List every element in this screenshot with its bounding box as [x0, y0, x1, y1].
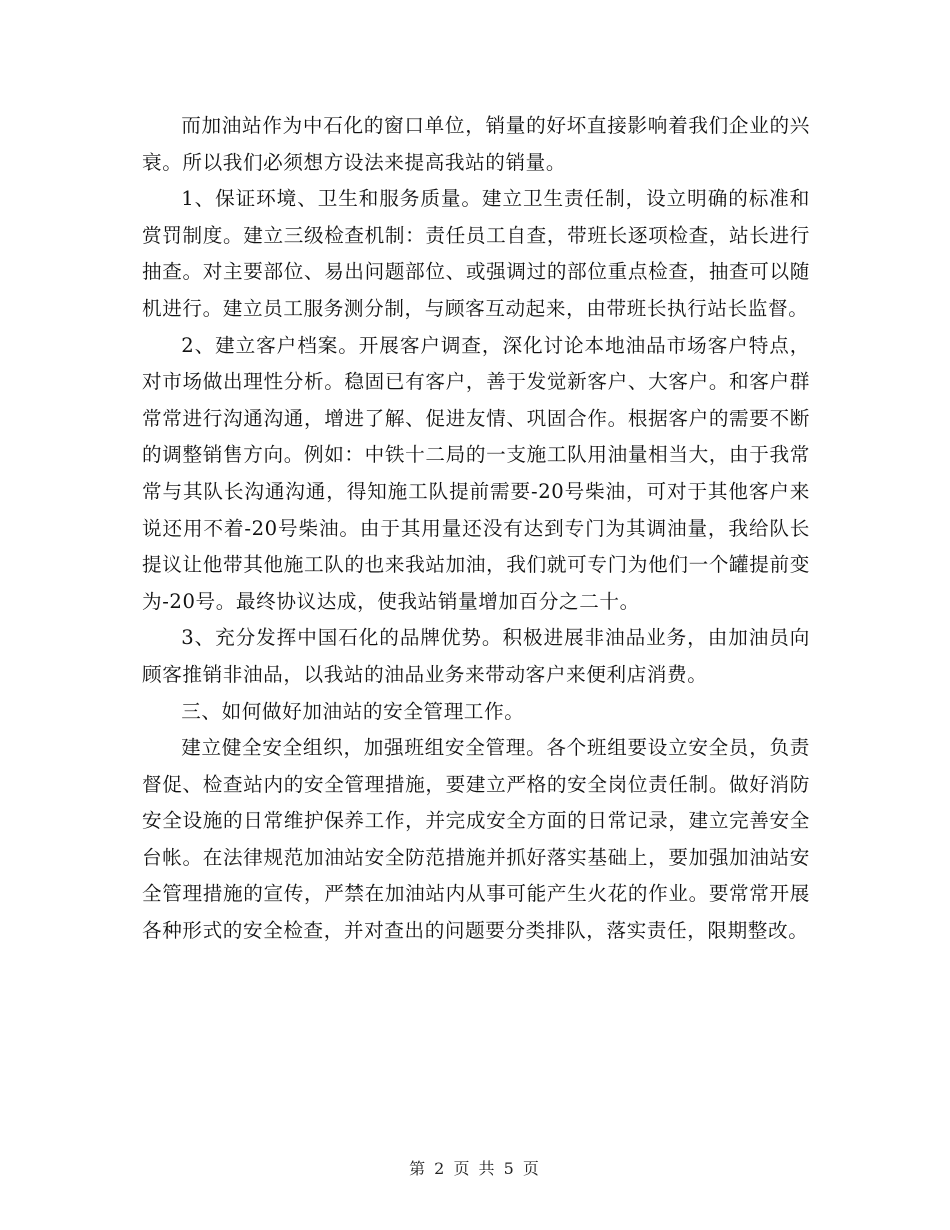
page-number-footer: 第 2 页 共 5 页 [409, 1159, 541, 1178]
paragraph-item-2: 2、建立客户档案。开展客户调查，深化讨论本地油品市场客户特点，对市场做出理性分析。稳固已有客户，善于发觉新客户、大客户。和客户群常常进行沟通沟通，增进了解、促进友情、巩固合作。根据客户的需要不断的调整销售方向。例如：中铁十二局的一支施工队用油量相当大，由于我常常与其队长沟通沟通，得知施工队提前需要-20号柴油，可对于其他客户来说还用不着-20号柴油。由于其用量还没有达到专门为其调油量，我给队长提议让他带其他施工队的也来我站加油，我们就可专门为他们一个罐提前变为-20号。最终协议达成，使我站销量增加百分之二十。 [142, 333, 810, 613]
paragraph-safety: 建立健全安全组织，加强班组安全管理。各个班组要设立安全员，负责督促、检查站内的安全管理措施，要建立严格的安全岗位责任制。做好消防安全设施的日常维护保养工作，并完成安全方面的日常记录，建立完善安全台帐。在法律规范加油站安全防范措施并抓好落实基础上，要加强加油站安全管理措施的宣传，严禁在加油站内从事可能产生火花的作业。要常常开展各种形式的安全检查，并对查出的问题要分类排队，落实责任，限期整改。 [142, 736, 810, 943]
paragraph-intro: 而加油站作为中石化的窗口单位，销量的好坏直接影响着我们企业的兴衰。所以我们必须想方设法来提高我站的销量。 [142, 114, 810, 174]
paragraph-item-3: 3、充分发挥中国石化的品牌优势。积极进展非油品业务，由加油员向顾客推销非油品，以我站的油品业务来带动客户来便利店消费。 [142, 626, 810, 686]
paragraph-item-1: 1、保证环境、卫生和服务质量。建立卫生责任制，设立明确的标准和赏罚制度。建立三级检查机制：责任员工自查，带班长逐项检查，站长进行抽查。对主要部位、易出问题部位、或强调过的部位重点检查，抽查可以随机进行。建立员工服务测分制，与顾客互动起来，由带班长执行站长监督。 [142, 187, 810, 320]
document-body [142, 108, 810, 950]
section-heading-safety: 三、如何做好加油站的安全管理工作。 [181, 699, 525, 723]
